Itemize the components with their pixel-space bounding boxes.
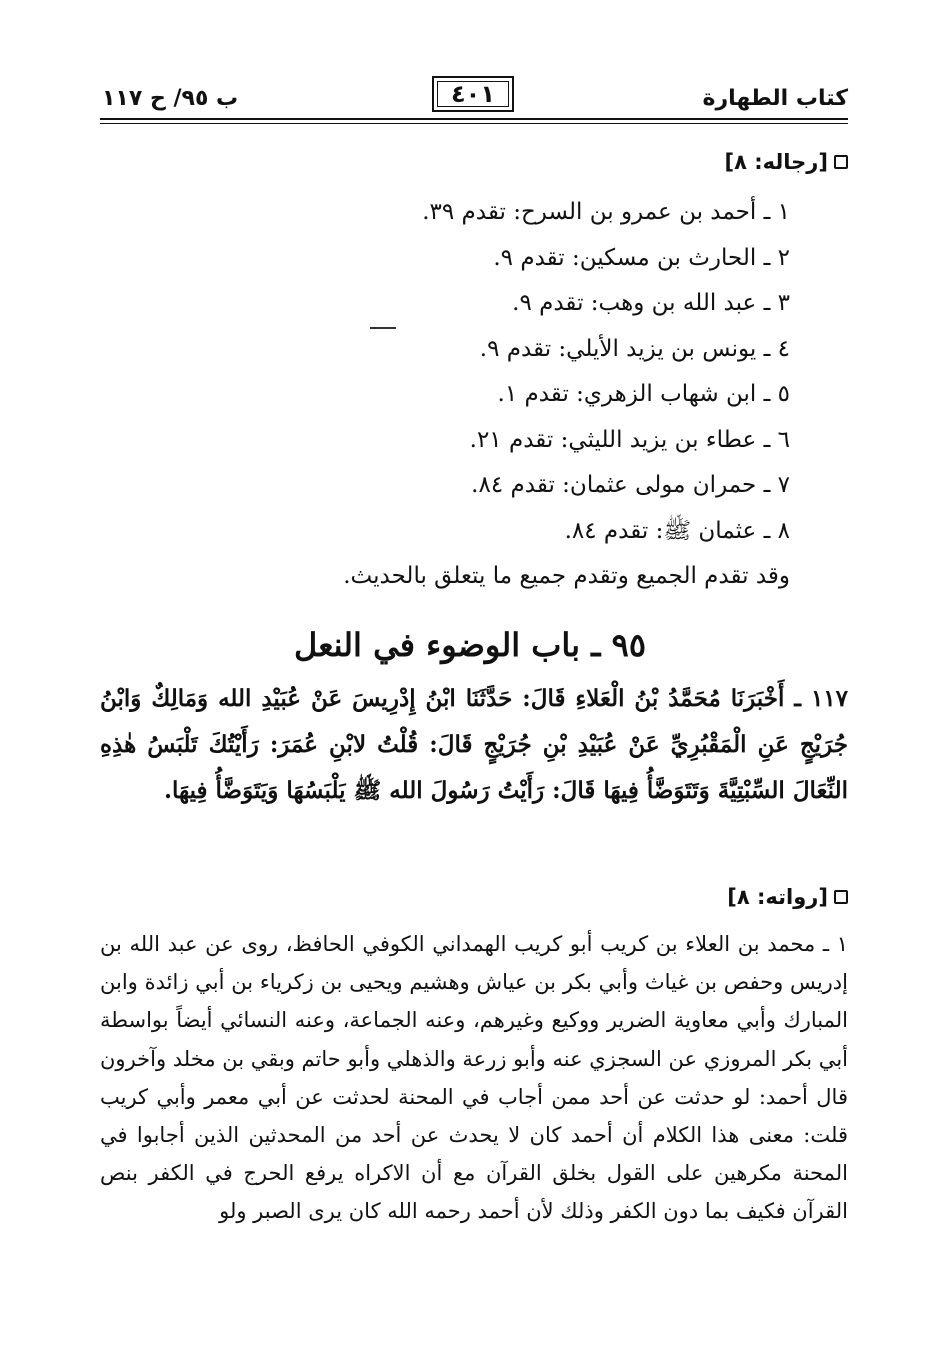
hadith-text: ١١٧ ـ أَخْبَرَنَا مُحَمَّدُ بْنُ الْعَلاءِ قَالَ: حَدَّثَنَا ابْنُ إِدْرِيسَ عَنْ عُبَيْدِ الله وَمَالِكٌ وَابْنُ جُرَيْجٍ عَنِ الْمَقْبُرِيِّ عَنْ عُبَيْدِ بْنِ جُرَيْجٍ قَالَ: قُلْتُ لابْنِ عُمَرَ: رَأَيْتُكَ تَلْبَسُ هٰذِهِ النِّعَالَ السِّبْتِيَّةَ وَتَتَوَضَّأُ فِيهَا قَالَ: رَأَيْتُ رَسُولَ الله ﷺ يَلْبَسُهَا وَيَتَوَضَّأُ فِيهَا. (100, 685, 848, 804)
rijal-heading-text: [رجاله: ٨] (724, 150, 828, 174)
ruwat-heading (727, 885, 848, 909)
book-title: كتاب الطهارة (702, 86, 848, 111)
narrator-item: ٧ ـ حمران مولى عثمان: تقدم ٨٤. (471, 472, 790, 498)
square-bullet-icon (834, 890, 848, 904)
stray-dash-mark (370, 327, 396, 329)
narrator-item: ٤ ـ يونس بن يزيد الأيلي: تقدم ٩. (479, 335, 790, 362)
ruwat-heading-text: [رواته: ٨] (727, 885, 828, 909)
narrator-item: ٥ ـ ابن شهاب الزهري: تقدم ١. (497, 381, 790, 407)
page-number: ٤٠١ (451, 80, 495, 108)
square-bullet-icon (834, 155, 848, 169)
narrator-list (190, 190, 790, 554)
narrator-item: ٨ ـ عثمان ﷺ: تقدم ٨٤. (564, 517, 790, 544)
narrator-item: ١ ـ أحمد بن عمرو بن السرح: تقدم ٣٩. (422, 199, 790, 225)
rijal-closing-note: وقد تقدم الجميع وتقدم جميع ما يتعلق بالحديث. (343, 563, 790, 589)
page-number-box (432, 76, 514, 112)
rijal-heading (725, 150, 848, 174)
header-rule (100, 118, 848, 120)
chapter-title: ٩٥ ـ باب الوضوء في النعل (293, 626, 647, 664)
narrator-item: ٣ ـ عبد الله بن وهب: تقدم ٩. (512, 290, 790, 316)
header-rule-thin (100, 123, 848, 124)
narrator-item: ٦ ـ عطاء بن يزيد الليثي: تقدم ٢١. (469, 426, 790, 453)
chapter-reference: ب ٩٥/ ح ١١٧ (102, 86, 239, 111)
narrator-item: ٢ ـ الحارث بن مسكين: تقدم ٩. (493, 244, 790, 271)
narrator-biography: ١ ـ محمد بن العلاء بن كريب أبو كريب الهمداني الكوفي الحافظ، روى عن عبد الله بن إدريس وحفص بن غياث وأبي بكر بن عياش وهشيم ويحيى بن زكرياء بن أبي زائدة وابن المبارك وأبي معاوية الضرير ووكيع وغيرهم، وعنه الجماعة، وعنه النسائي أيضاً بواسطة أبي بكر المروزي عن السجزي عنه وأبو زرعة والذهلي وأبو حاتم وبقي بن مخلد وآخرون قال أحمد: لو حدثت عن أحد ممن أجاب في المحنة لحدثت عن أبي معمر وأبي كريب قلت: معنى هذا الكلام أن أحمد كان لا يحدث عن أحد من المحدثين الذين أجابوا في المحنة مكرهين على القول بخلق القرآن مع أن الاكراه يرفع الحرج في الكفر بنص القرآن فكيف بما دون الكفر وذلك لأن أحمد رحمه الله كان يرى الصبر ولو (100, 932, 848, 1224)
